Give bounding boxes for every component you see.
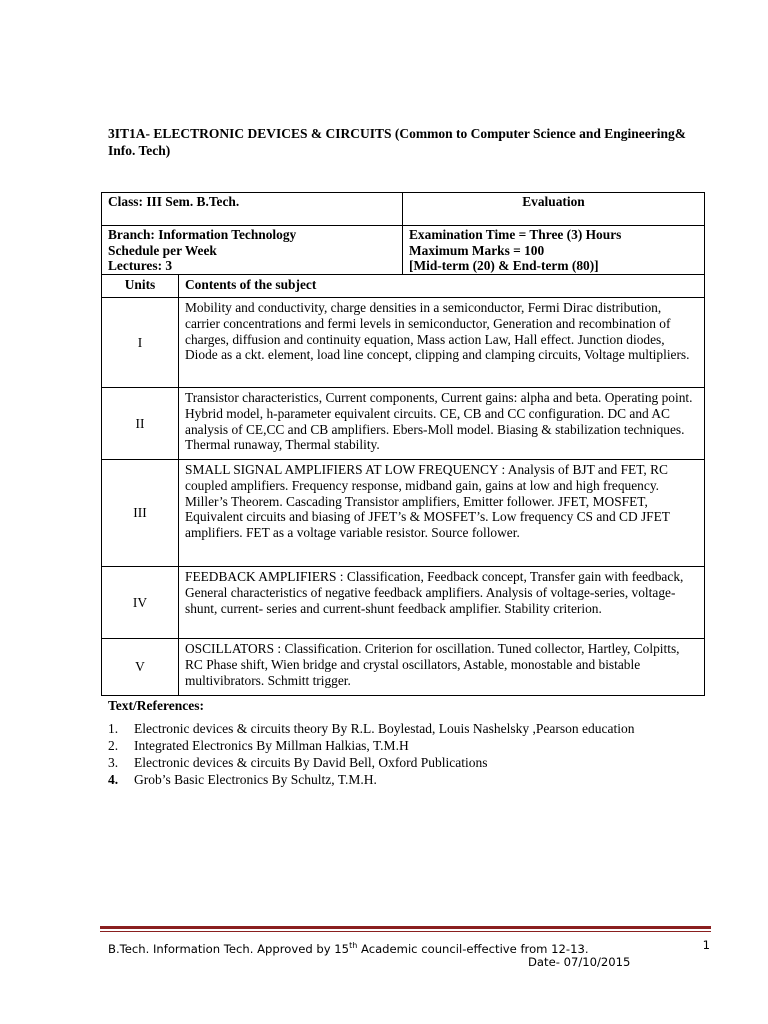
unit-content: FEEDBACK AMPLIFIERS : Classification, Feedback concept, Transfer gain with feedback, General characteristics of negative feedback amplifiers. Analysis of voltage-series, voltage-shunt, current- series and current-shunt feedback amplifier. Stability criterion. [179, 567, 705, 639]
list-number: 4. [108, 772, 119, 787]
marks-split-text: [Mid-term (20) & End-term (80)] [409, 258, 599, 274]
list-number: 3. [108, 755, 119, 770]
table-row [102, 388, 705, 460]
footer-date: Date- 07/10/2015 [528, 955, 631, 969]
unit-content: Mobility and conductivity, charge densities in a semiconductor, Fermi Dirac distribution, carrier concentrations and fermi levels in semiconductor, Generation and recombination of charges, diffusion and continuity equation, Mass action Law, Hall effect. Junction diodes, Diode as a ckt. element, load line concept, clipping and clamping circuits, Voltage multipliers. [179, 298, 705, 388]
exam-info-cell [403, 226, 705, 275]
footer-superscript: th [349, 941, 358, 950]
document-title: 3IT1A- ELECTRONIC DEVICES & CIRCUITS (Common to Computer Science and Engineering& Info. Tech) [108, 126, 687, 158]
footer-rule-thick [100, 926, 711, 929]
branch-cell [102, 226, 403, 275]
unit-content: SMALL SIGNAL AMPLIFIERS AT LOW FREQUENCY : Analysis of BJT and FET, RC coupled amplifiers. Frequency response, midband gain, gains at low and high frequency. Miller’s Theorem. Cascading Transistor amplifiers, Emitter follower. JFET, MOSFET, Equivalent circuits and biasing of JFET’s & MOSFET’s. Low frequency CS and CD JFET amplifiers. FET as a voltage variable resistor. Source follower. [179, 460, 705, 567]
list-item [108, 737, 668, 754]
unit-number: IV [102, 567, 179, 639]
unit-number: I [102, 298, 179, 388]
list-number: 1. [108, 721, 119, 736]
list-item [108, 771, 668, 788]
lectures-text: Lectures: 3 [108, 258, 173, 274]
class-cell: Class: III Sem. B.Tech. [102, 193, 403, 226]
unit-content: OSCILLATORS : Classification. Criterion for oscillation. Tuned collector, Hartley, Colpitts, RC Phase shift, Wien bridge and crystal oscillators, Astable, monostable and bistable multivibrators. Schmitt trigger. [179, 639, 705, 696]
footer-text-start: B.Tech. Information Tech. Approved by 15 [108, 941, 350, 956]
references-list [108, 720, 668, 788]
table-row [102, 639, 705, 696]
schedule-text: Schedule per Week [108, 242, 217, 258]
footer-text-end: Academic council-effective from 12-13. [357, 941, 589, 956]
footer-text [108, 942, 589, 956]
list-item [108, 720, 668, 737]
table-row [102, 567, 705, 639]
unit-content: Transistor characteristics, Current components, Current gains: alpha and beta. Operating point. Hybrid model, h-parameter equivalent circuits. CE, CB and CC configuration. DC and AC analysis of CE,CC and CB amplifiers. Ebers-Moll model. Biasing & stabilization techniques. Thermal runaway, Thermal stability. [179, 388, 705, 460]
reference-text: Electronic devices & circuits By David Bell, Oxford Publications [134, 755, 488, 770]
unit-number: III [102, 460, 179, 567]
table-row [102, 460, 705, 567]
syllabus-table [101, 192, 705, 696]
contents-header: Contents of the subject [179, 275, 705, 298]
page-number: 1 [702, 938, 710, 952]
reference-text: Electronic devices & circuits theory By R.L. Boylestad, Louis Nashelsky ,Pearson education [134, 721, 635, 736]
page-footer [108, 937, 710, 969]
unit-number: V [102, 639, 179, 696]
branch-text: Branch: Information Technology [108, 227, 297, 242]
exam-time-text: Examination Time = Three (3) Hours [409, 227, 622, 242]
table-row [102, 298, 705, 388]
max-marks-text: Maximum Marks = 100 [409, 242, 545, 258]
footer-rule-thin [100, 931, 711, 932]
unit-number: II [102, 388, 179, 460]
reference-text: Integrated Electronics By Millman Halkias, T.M.H [134, 738, 409, 753]
references-heading: Text/References: [108, 698, 204, 713]
list-number: 2. [108, 738, 119, 753]
list-item [108, 754, 668, 771]
units-header: Units [102, 275, 179, 298]
evaluation-header: Evaluation [403, 193, 705, 226]
reference-text: Grob’s Basic Electronics By Schultz, T.M.H. [134, 772, 377, 787]
